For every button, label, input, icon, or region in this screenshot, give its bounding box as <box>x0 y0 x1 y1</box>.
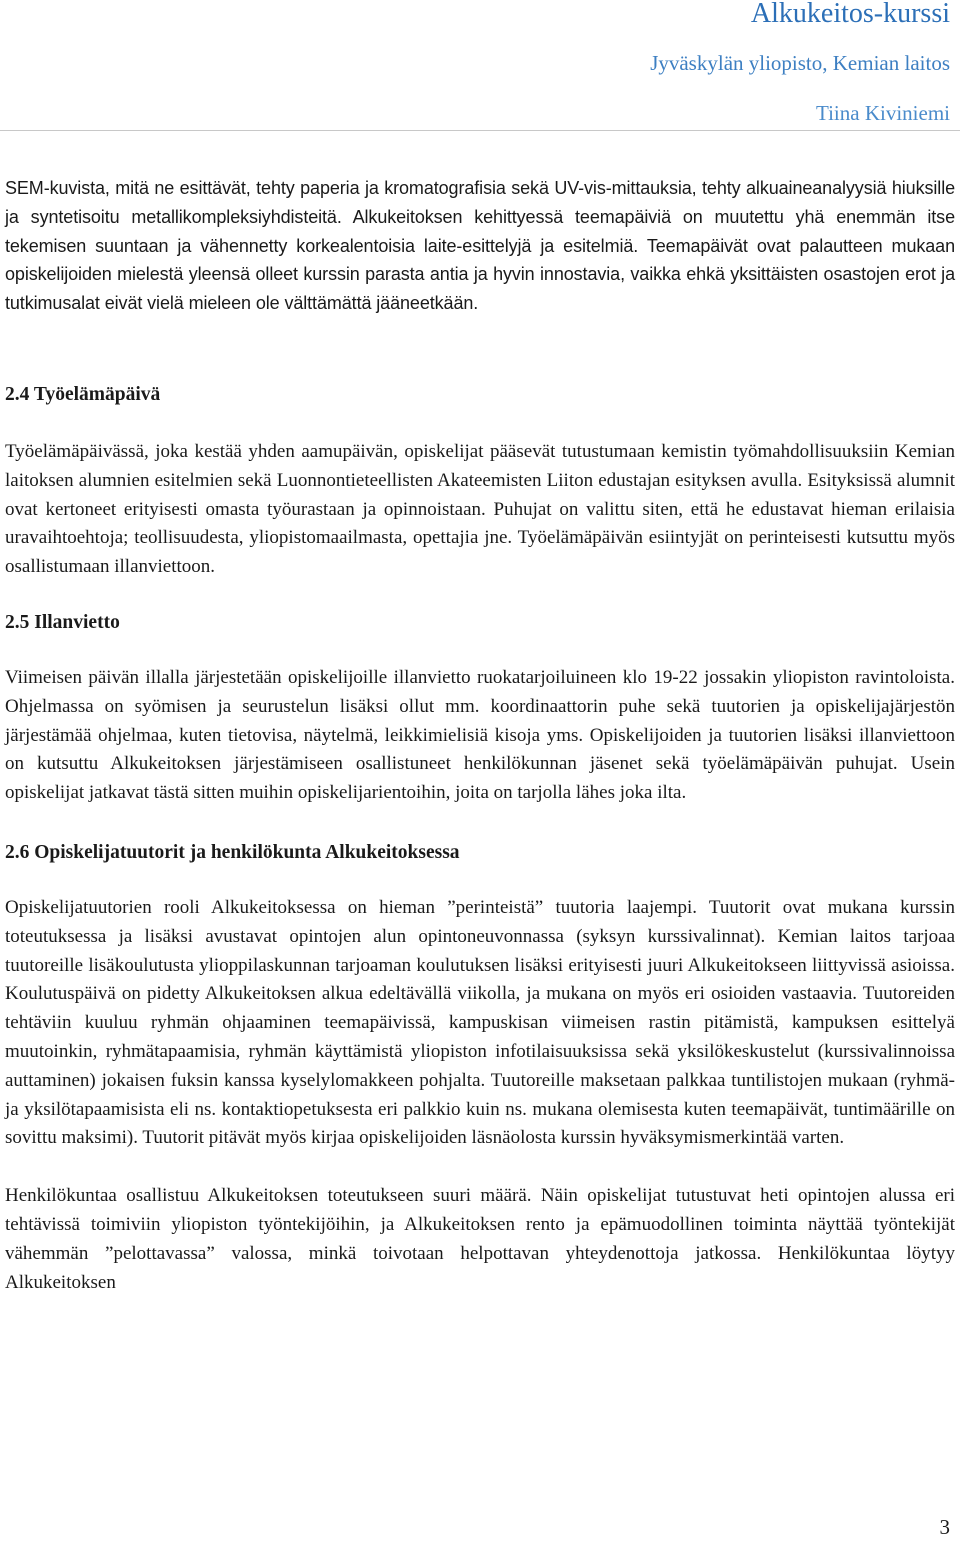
section-paragraph-tyoelamapaiva: Työelämäpäivässä, joka kestää yhden aamupäivän, opiskelijat pääsevät tutustumaan kemistin työmahdollisuuksiin Kemian laitoksen alumnien esitelmien sekä Luonnontieteellisten Akateemisten Liiton edustajan esityksen avulla. Esityksissä alumnit ovat kertoneet erityisesti omasta työurastaan ja opinnoistaan. Puhujat on valittu siten, että he edustavat hieman erilaisia uravaihtoehtoja; teollisuudesta, yliopistomaailmasta, opettajia jne. Työelämäpäivän esiintyjät on perinteisesti kutsuttu myös osallistumaan illanviettoon. <box>5 441 955 578</box>
section-paragraph-opiskelijatuutorit-2: Henkilökuntaa osallistuu Alkukeitoksen toteutukseen suuri määrä. Näin opiskelijat tutustuvat heti opintojen alussa eri tehtävissä toimiviin yliopiston työntekijöihin, ja Alkukeitoksen rento ja epämuodollinen toiminta näyttää työntekijät vähemmän ”pelottavassa” valossa, minkä toivotaan helpottavan yhteydenottoja jatkossa. Henkilökuntaa löytyy Alkukeitoksen <box>5 1185 955 1293</box>
page-number: 3 <box>939 1515 950 1539</box>
section-heading-tyoelamapaiva: 2.4 Työelämäpäivä <box>5 384 161 405</box>
intro-paragraph <box>5 174 955 361</box>
section-heading-opiskelijatuutorit: 2.6 Opiskelijatuutorit ja henkilökunta Alkukeitoksessa <box>5 841 460 863</box>
intro-paragraph-part-b: Teemapäivät ovat palautteen mukaan opiskelijoiden mielestä yleensä olleet kurssin parasta antia ja hyvin innostavia, vaikka ehkä yksittäisten osastojen erot ja tutkimusalat eivät vielä mieleen ole välttämättä jääneetkään. <box>5 235 955 314</box>
intro-paragraph-part-a: SEM-kuvista, mitä ne esittävät, tehty paperia ja kromatografisia sekä UV-vis-mittauksia, tehty alkuaineanalyysiä hiuksille ja syntetisoitu metallikompleksiyhdisteitä. Alkukeitoksen kehittyessä teemapäiviä on muutettu yhä enemmän itse tekemisen suuntaan ja vähennetty korkealentoisia laite-esittelyjä ja esitelmiä. <box>5 178 955 256</box>
author-name: Tiina Kiviniemi <box>816 101 950 125</box>
page-header <box>0 0 960 131</box>
document-body <box>5 174 955 1297</box>
institution-subtitle: Jyväskylän yliopisto, Kemian laitos <box>650 51 950 75</box>
section-heading-illanvietto: 2.5 Illanvietto <box>5 611 120 633</box>
document-title: Alkukeitos-kurssi <box>750 0 950 29</box>
section-paragraph-illanvietto: Viimeisen päivän illalla järjestetään opiskelijoille illanvietto ruokatarjoiluineen klo 19-22 jossakin yliopiston ravintoloista. Ohjelmassa on syömisen ja seurustelun lisäksi ollut mm. koordinaattorin puhe sekä tuutorien ja opiskelijajärjestön järjestämää ohjelmaa, kuten tietovisa, näytelmä, leikkimielisiä kisoja yms. Opiskelijoiden ja tuutorien lisäksi illanviettoon on kutsuttu Alkukeitoksen järjestämiseen osallistuneet henkilökunnan jäsenet sekä työelämäpäivän puhujat. Usein opiskelijat jatkavat tästä sitten muihin opiskelijarientoihin, joita on tarjolla lähes joka ilta. <box>5 666 955 804</box>
section-paragraph-opiskelijatuutorit-1: Opiskelijatuutorien rooli Alkukeitoksessa on hieman ”perinteistä” tuutoria laajempi. Tuutorit ovat mukana kurssin toteutuksessa ja lisäksi avustavat opintojen alun opintoneuvonnassa (syksyn kurssivalinnat). Kemian laitos tarjoaa tuutoreille lisäkoulutusta ylioppilaskunnan tarjoaman koulutuksen lisäksi erityisesti juuri Alkukeitokseen liittyvissä asioissa. Koulutuspäivä on pidetty Alkukeitoksen alkua edeltävällä viikolla, ja mukana on myös eri osioiden vastaavia. Tuutoreiden tehtäviin kuuluu ryhmän ohjaaminen teemapäivissä, kampuskisan viimeisen rastin pitämistä, kampuksen esittelyä muutoinkin, ryhmätapaamisia, ryhmän käyttämistä yliopiston infotilaisuuksissa sekä yksilökeskustelut (kurssivalinnoissa auttaminen) jokaisen fuksin kanssa kyselylomakkeen pohjalta. Tuutoreille maksetaan palkkaa tuntilistojen mukaan (ryhmä- ja yksilötapaamisista eli ns. kontaktiopetuksesta eri palkkio kuin ns. mukana olemisesta kuten teemapäivät, tuntimäärille on sovittu maksimi). Tuutorit pitävät myös kirjaa opiskelijoiden läsnäolosta kurssin hyväksymismerkintää varten. <box>5 896 955 1149</box>
